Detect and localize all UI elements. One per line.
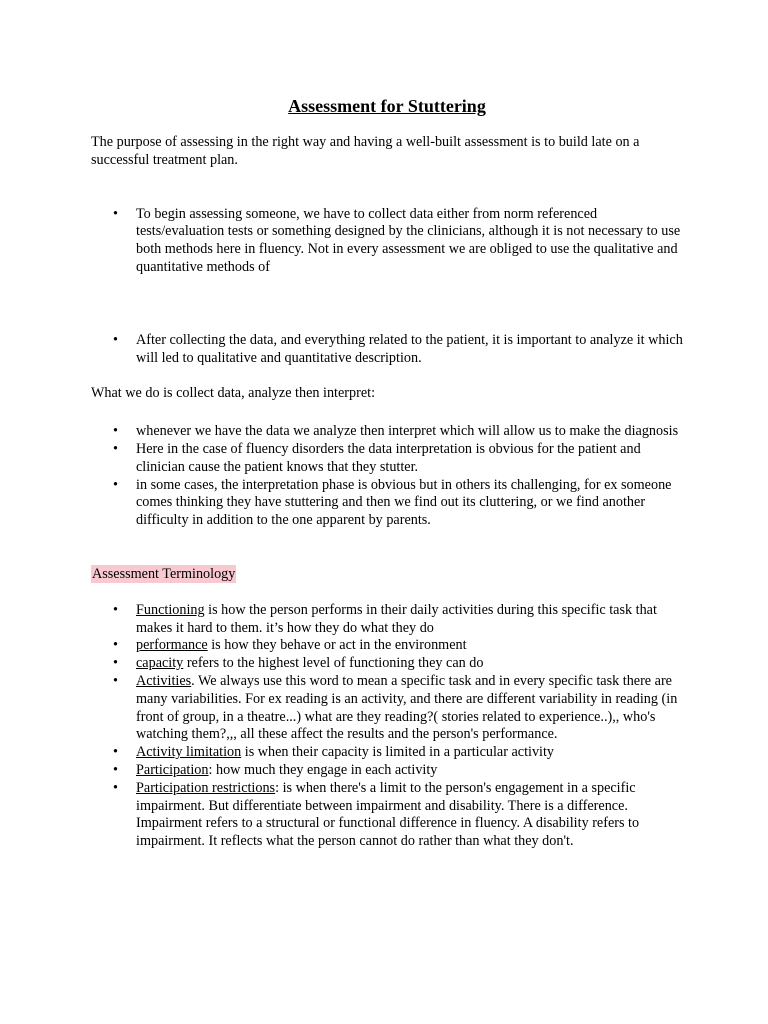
bullet-icon: •: [113, 601, 118, 618]
section-heading: [91, 566, 683, 584]
list-item: [91, 332, 683, 368]
list-item: [91, 673, 683, 744]
term-label: performance: [136, 637, 208, 654]
collect-paragraph: What we do is collect data, analyze then interpret:: [91, 385, 376, 402]
bullet-icon: •: [113, 637, 118, 654]
term-definition: : how much they engage in each activity: [208, 761, 438, 778]
bullet-icon: •: [113, 205, 118, 222]
term-definition: is when their capacity is limited in a particular activity: [241, 744, 555, 761]
list-item: [91, 744, 683, 762]
intro-paragraph: The purpose of assessing in the right way and having a well-built assessment is to build late on a successful treatment plan.: [91, 134, 640, 168]
document-page: [91, 96, 683, 851]
list-item: [91, 780, 683, 851]
bullet-icon: •: [113, 331, 118, 348]
term-definition: is how the person performs in their daily activities during this specific task that makes it hard to them. it’s how they do what they do: [136, 601, 657, 636]
document-title: Assessment for Stuttering: [288, 96, 486, 116]
term-label: Functioning: [136, 601, 205, 618]
list-item: [91, 602, 683, 638]
bullet-icon: •: [113, 423, 118, 440]
list-item: [91, 441, 683, 477]
list-item-text: in some cases, the interpretation phase is obvious but in others its challenging, for ex someone comes thinking they have stuttering and then we find out its cluttering, or we find another difficulty in addition to the one apparent by parents.: [136, 476, 672, 529]
first-bullet-list: [91, 206, 683, 368]
list-item-text: After collecting the data, and everything related to the patient, it is important to analyze it which will led to qualitative and quantitative description.: [136, 331, 683, 366]
term-label: capacity: [136, 655, 184, 672]
bullet-icon: •: [113, 655, 118, 672]
list-item: [91, 477, 683, 530]
list-item: [91, 637, 683, 655]
term-definition: is how they behave or act in the environment: [207, 637, 467, 654]
term-definition: . We always use this word to mean a specific task and in every specific task there are many variabilities. For ex reading is an activity, and there are different variability in reading (in front of group, in a theatre...) what are they reading?( stories related to experience..),, who's watching them?,,, all these affect the results and the person's performance.: [136, 672, 678, 743]
bullet-icon: •: [113, 779, 118, 796]
term-label: Activity limitation: [136, 744, 242, 761]
term-label: Activities: [136, 672, 192, 689]
terminology-list: [91, 602, 683, 851]
list-item-text: Here in the case of fluency disorders the data interpretation is obvious for the patient and clinician cause the patient knows that they stutter.: [136, 440, 641, 475]
term-definition: refers to the highest level of functioning they can do: [183, 655, 484, 672]
bullet-icon: •: [113, 761, 118, 778]
list-item: [91, 762, 683, 780]
section-heading-highlight: Assessment Terminology: [92, 565, 236, 582]
list-item: [91, 206, 683, 277]
bullet-icon: •: [113, 744, 118, 761]
list-item: [91, 655, 683, 673]
term-label: Participation restrictions: [136, 779, 276, 796]
term-label: Participation: [136, 761, 209, 778]
bullet-icon: •: [113, 476, 118, 493]
interpret-bullet-list: [91, 423, 683, 530]
list-item-text: To begin assessing someone, we have to collect data either from norm referenced tests/evaluation tests or something designed by the clinicians, although it is not necessary to use both methods here in fluency. Not in every assessment we are obliged to use the qualitative and quantitative methods of: [136, 205, 681, 275]
bullet-icon: •: [113, 672, 118, 689]
bullet-icon: •: [113, 440, 118, 457]
list-item: [91, 423, 683, 441]
term-definition: : is when there's a limit to the person's engagement in a specific impairment. But differentiate between impairment and disability. There is a difference. Impairment refers to a structural or functional difference in fluency. A disability refers to impairment. It reflects what the person cannot do rather than what they don't.: [136, 779, 640, 850]
list-item-text: whenever we have the data we analyze then interpret which will allow us to make the diagnosis: [136, 423, 679, 440]
